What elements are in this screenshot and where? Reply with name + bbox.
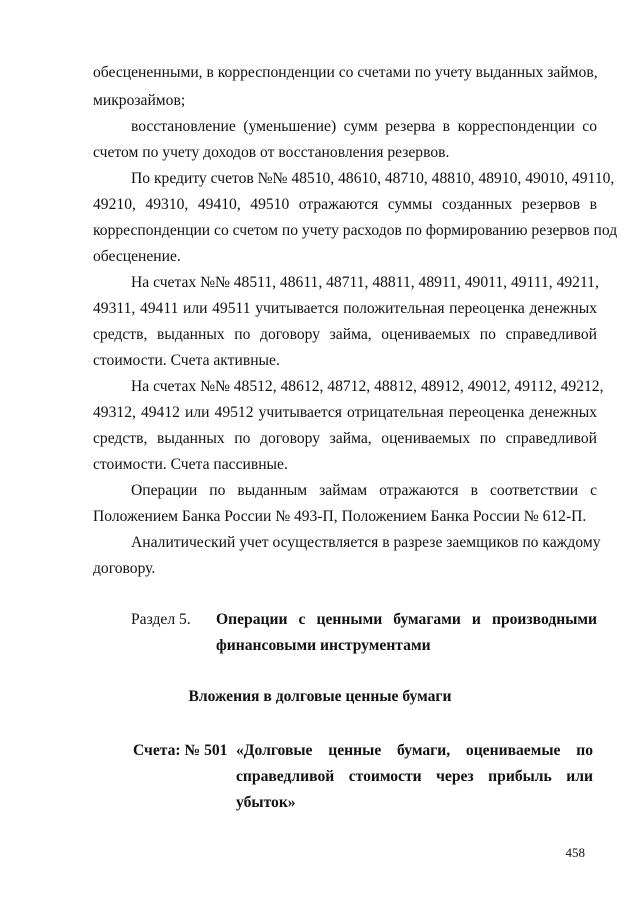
account-title-line-1: «Долговые ценные бумаги, оцениваемые по [236, 742, 593, 759]
paragraph-6-line-1: Операции по выданным займам отражаются в соответствии с [131, 482, 597, 499]
paragraph-5-line-4: стоимости. Счета пассивные. [93, 456, 288, 473]
paragraph-2-line-1: восстановление (уменьшение) сумм резерва в корреспонденции со [131, 118, 597, 135]
paragraph-6-line-2: Положением Банка России № 493-П, Положением Банка России № 612-П. [93, 508, 587, 525]
paragraph-4-line-3: средств, выданных по договору займа, оцениваемых по справедливой [93, 326, 597, 343]
paragraph-7-line-2: договору. [93, 560, 156, 577]
account-title-line-3: убыток» [236, 794, 296, 811]
paragraph-1-line-1: обесцененными, в корреспонденции со счетами по учету выданных займов, [93, 64, 598, 81]
paragraph-1-line-2: микрозаймов; [93, 92, 186, 109]
paragraph-5-line-1: На счетах №№ 48512, 48612, 48712, 48812, 48912, 49012, 49112, 49212, [131, 378, 604, 395]
account-title-line-2: справедливой стоимости через прибыль или [236, 768, 593, 785]
paragraph-5-line-3: средств, выданных по договору займа, оцениваемых по справедливой [93, 430, 597, 447]
section-label: Раздел 5. [131, 611, 191, 628]
paragraph-4-line-4: стоимости. Счета активные. [93, 352, 280, 369]
section-title-line-1: Операции с ценными бумагами и производными [216, 611, 597, 628]
paragraph-3-line-2: 49210, 49310, 49410, 49510 отражаются суммы созданных резервов в [93, 196, 597, 213]
paragraph-3-line-3: корреспонденции со счетом по учету расходов по формированию резервов под [93, 222, 618, 239]
paragraph-3-line-1: По кредиту счетов №№ 48510, 48610, 48710, 48810, 48910, 49010, 49110, [131, 170, 615, 187]
paragraph-7-line-1: Аналитический учет осуществляется в разрезе заемщиков по каждому [131, 534, 601, 551]
account-label: Счета: № 501 [133, 742, 228, 759]
paragraph-4-line-2: 49311, 49411 или 49511 учитывается положительная переоценка денежных [93, 300, 597, 317]
paragraph-5-line-2: 49312, 49412 или 49512 учитывается отрицательная переоценка денежных [93, 404, 597, 421]
page-number: 458 [565, 845, 585, 860]
subheading: Вложения в долговые ценные бумаги [188, 688, 452, 705]
section-title-line-2: финансовыми инструментами [216, 637, 431, 654]
paragraph-2-line-2: счетом по учету доходов от восстановления резервов. [93, 144, 450, 161]
paragraph-3-line-4: обесценение. [93, 248, 181, 265]
paragraph-4-line-1: На счетах №№ 48511, 48611, 48711, 48811, 48911, 49011, 49111, 49211, [131, 274, 599, 291]
